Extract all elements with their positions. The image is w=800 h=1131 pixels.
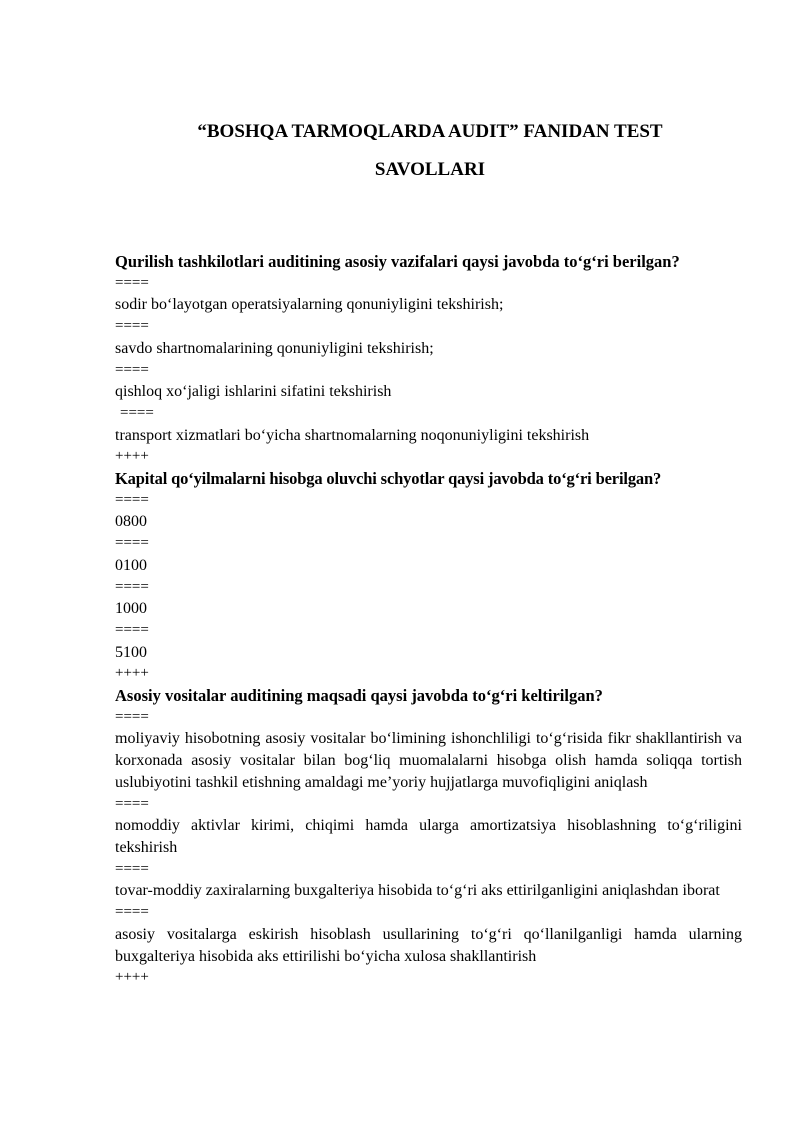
answer-separator: ====	[115, 361, 149, 378]
question-1: Qurilish tashkilotlari auditining asosiy vazifalari qaysi javobda to‘g‘ri berilgan?	[115, 252, 680, 271]
question-2: Kapital qo‘yilmalarni hisobga oluvchi schyotlar qaysi javobda to‘g‘ri berilgan?	[115, 469, 662, 489]
question-3-answer-4: asosiy vositalarga eskirish hisoblash usullarining to‘g‘ri qo‘llanilganligi hamda ularning buxgalteriya hisobida aks ettirilishi bo‘yicha xulosa shakllantirish	[115, 925, 742, 965]
answer-separator: ====	[115, 795, 149, 812]
question-1-answer-4: transport xizmatlari bo‘yicha shartnomalarning noqonuniyligini tekshirish	[115, 426, 590, 444]
question-end-marker: ++++	[115, 665, 149, 682]
answer-separator: ====	[115, 274, 149, 291]
question-2-answer-2: 0100	[115, 556, 147, 574]
question-2-answer-3: 1000	[115, 600, 147, 618]
question-3-answer-2: nomoddiy aktivlar kirimi, chiqimi hamda ularga amortizatsiya hisoblashning to‘g‘riligini tekshirish	[115, 817, 742, 856]
answer-separator: ====	[115, 318, 149, 335]
answer-separator: ====	[115, 491, 149, 508]
question-end-marker: ++++	[115, 448, 149, 465]
question-3: Asosiy vositalar auditining maqsadi qaysi javobda to‘g‘ri keltirilgan?	[115, 686, 603, 706]
question-3-answer-1: moliyaviy hisobotning asosiy vositalar bo‘limining ishonchliligi to‘g‘risida fikr shakllantirish va korxonada asosiy vositalar bilan bog‘liq muomalalarni hisobga olish hamda soliqqa tortish uslubiyotini tashkil etishning amaldagi me’yoriy hujjatlarga muvofiqligini aniqlash	[115, 730, 742, 791]
question-2-answer-4: 5100	[115, 643, 147, 661]
answer-separator: ====	[115, 578, 149, 595]
question-2-answer-1: 0800	[115, 513, 147, 531]
question-3-answer-3: tovar-moddiy zaxiralarning buxgalteriya hisobida to‘g‘ri aks ettirilganligini aniqlashdan iborat	[115, 882, 720, 900]
answer-separator: ====	[115, 708, 149, 725]
question-1-answer-2: savdo shartnomalarining qonuniyligini tekshirish;	[115, 339, 434, 357]
answer-separator: ====	[115, 535, 149, 552]
test-questions	[115, 251, 742, 989]
document-title-line-2: SAVOLLARI	[374, 159, 486, 180]
question-1-answer-3: qishloq xo‘jaligi ishlarini sifatini tekshirish	[115, 383, 392, 401]
answer-separator: ====	[115, 860, 149, 877]
answer-separator: ====	[115, 621, 149, 638]
answer-separator: ====	[120, 404, 154, 421]
question-1-answer-1: sodir bo‘layotgan operatsiyalarning qonuniyligini tekshirish;	[115, 296, 504, 314]
document-title-line-1: “BOSHQA TARMOQLARDA AUDIT” FANIDAN TEST	[197, 121, 663, 142]
answer-separator: ====	[115, 904, 149, 921]
question-end-marker: ++++	[115, 969, 149, 986]
